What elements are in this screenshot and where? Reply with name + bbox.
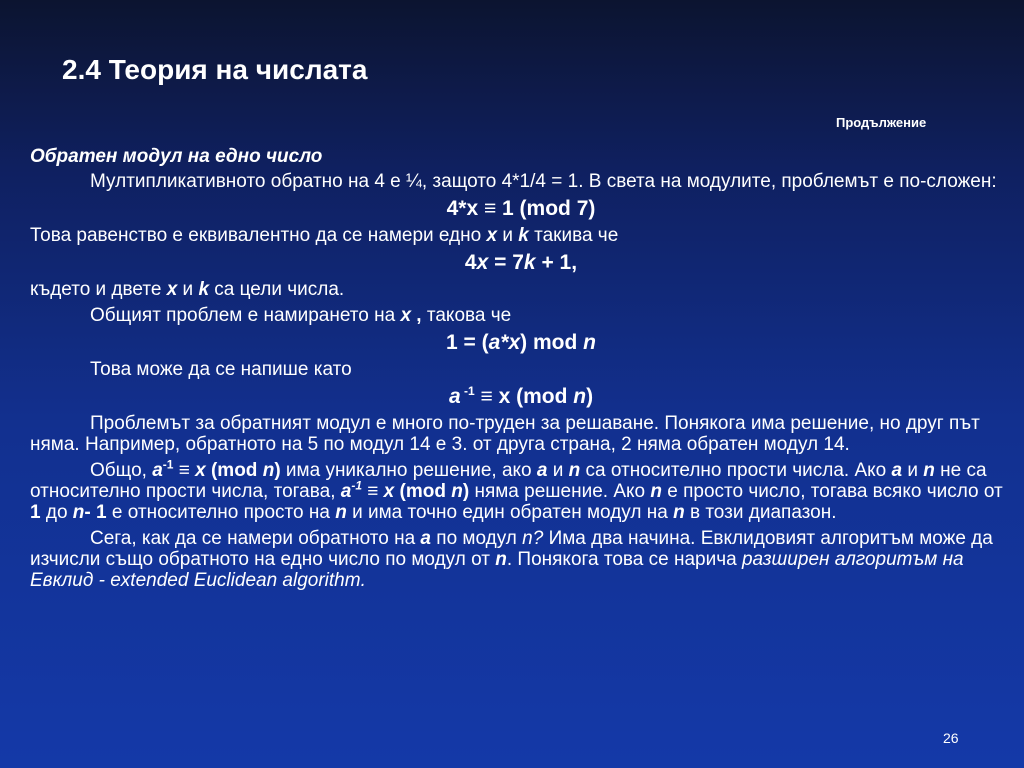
var-a: a bbox=[340, 481, 352, 502]
text: + 1, bbox=[535, 251, 578, 274]
var-n: n bbox=[495, 549, 507, 570]
text: (mod bbox=[394, 481, 452, 502]
var-ax: a*x bbox=[488, 331, 521, 354]
superscript: -1 bbox=[162, 457, 174, 472]
text: 1 = ( bbox=[446, 331, 489, 354]
text: са цели числа. bbox=[209, 279, 345, 300]
var-n: n bbox=[673, 502, 685, 523]
paragraph-3 bbox=[30, 279, 1012, 300]
text: ≡ bbox=[173, 460, 196, 481]
text: Това равенство е еквивалентно да се намери едно bbox=[30, 225, 487, 246]
text: Общият проблем е намирането на bbox=[90, 305, 401, 326]
text: ) bbox=[586, 385, 594, 408]
formula-3 bbox=[30, 331, 1012, 355]
text: . bbox=[360, 570, 366, 591]
var-x: x bbox=[166, 279, 178, 300]
var-n: n bbox=[72, 502, 85, 523]
formula-4 bbox=[30, 385, 1012, 409]
text: = 7 bbox=[488, 251, 524, 274]
paragraph-2 bbox=[30, 225, 1012, 246]
var-k: k bbox=[523, 251, 536, 274]
formula-2 bbox=[30, 251, 1012, 275]
var-a: a bbox=[152, 460, 163, 481]
text-italic: разширен алгоритъм на Евклид - extended Euclidean algorithm bbox=[30, 549, 964, 591]
var-x: x bbox=[383, 481, 395, 502]
text: такова че bbox=[421, 305, 512, 326]
var-a: a bbox=[420, 528, 431, 549]
text: е относително просто на bbox=[106, 502, 336, 523]
var-n: n bbox=[650, 481, 662, 502]
text: няма решение. Ако bbox=[469, 481, 651, 502]
text: Общо, bbox=[90, 460, 153, 481]
text: такива че bbox=[528, 225, 619, 246]
var-k: k bbox=[198, 279, 210, 300]
var-a: a bbox=[536, 460, 548, 481]
text: ) bbox=[274, 460, 281, 481]
text: ) mod bbox=[520, 331, 584, 354]
paragraph-4 bbox=[30, 305, 1012, 326]
superscript: -1 bbox=[460, 384, 475, 398]
text: в този диапазон. bbox=[684, 502, 837, 523]
text: където и двете bbox=[30, 279, 167, 300]
var-n: n bbox=[568, 460, 581, 481]
text: ) bbox=[462, 481, 470, 502]
text: - 1 bbox=[84, 502, 107, 523]
var-a: a bbox=[891, 460, 903, 481]
var-x: x bbox=[400, 305, 412, 326]
var-n: n? bbox=[522, 528, 544, 549]
formula-1: 4*x ≡ 1 (mod 7) bbox=[446, 197, 596, 220]
paragraph-5: Това може да се напише като bbox=[90, 359, 352, 380]
var-n: n bbox=[583, 331, 596, 354]
text: (mod bbox=[205, 460, 263, 481]
var-a: a bbox=[448, 385, 461, 408]
var-n: n bbox=[573, 385, 587, 408]
slide-title: 2.4 Теория на числата bbox=[62, 54, 368, 85]
text: . Понякога това се нарича bbox=[506, 549, 742, 570]
var-n: n bbox=[451, 481, 463, 502]
text: са относително прости числа. Ако bbox=[580, 460, 892, 481]
var-x: x bbox=[486, 225, 498, 246]
var-x: x bbox=[195, 460, 206, 481]
var-n: n bbox=[335, 502, 347, 523]
text: , bbox=[411, 305, 422, 326]
text: до bbox=[40, 502, 73, 523]
paragraph-7 bbox=[30, 457, 1012, 523]
slide-subtitle: Продължение bbox=[836, 115, 927, 130]
text: и има точно един обратен модул на bbox=[346, 502, 674, 523]
text: Сега, как да се намери обратното на bbox=[90, 528, 421, 549]
paragraph-8 bbox=[30, 528, 1012, 591]
paragraph-6: Проблемът за обратният модул е много по-труден за решаване. Понякога има решение, но друг път няма. Например, обратното на 5 по модул 14 е 3. от друга страна, 2 няма обратен модул 14. bbox=[30, 413, 980, 455]
text: е просто число, тогава всяко число от bbox=[661, 481, 1003, 502]
text: и bbox=[902, 460, 924, 481]
var-k: k bbox=[518, 225, 529, 246]
paragraph-1: Мултипликативното обратно на 4 е ¼, защото 4*1/4 = 1. В света на модулите, проблемът е по-сложен: bbox=[90, 171, 997, 192]
text: и bbox=[547, 460, 569, 481]
superscript: -1 bbox=[351, 478, 363, 493]
text: Има два начина. Евклидовият алгоритъм може да изчисли също обратното на едно число по модул от bbox=[30, 528, 993, 570]
var-n: n bbox=[923, 460, 935, 481]
text: 4 bbox=[464, 251, 477, 274]
text: ≡ bbox=[362, 481, 384, 502]
text: и bbox=[497, 225, 519, 246]
page-number: 26 bbox=[943, 730, 959, 746]
text: не са относително прости числа, тогава, bbox=[30, 460, 987, 502]
var-x: x bbox=[476, 251, 489, 274]
section-heading: Обратен модул на едно число bbox=[30, 146, 323, 167]
slide-content bbox=[30, 146, 1012, 596]
number-one: 1 bbox=[30, 502, 41, 523]
var-n: n bbox=[262, 460, 275, 481]
text: по модул bbox=[431, 528, 523, 549]
text: ≡ x (mod bbox=[474, 385, 574, 408]
text: има уникално решение, ако bbox=[280, 460, 537, 481]
text: и bbox=[177, 279, 199, 300]
